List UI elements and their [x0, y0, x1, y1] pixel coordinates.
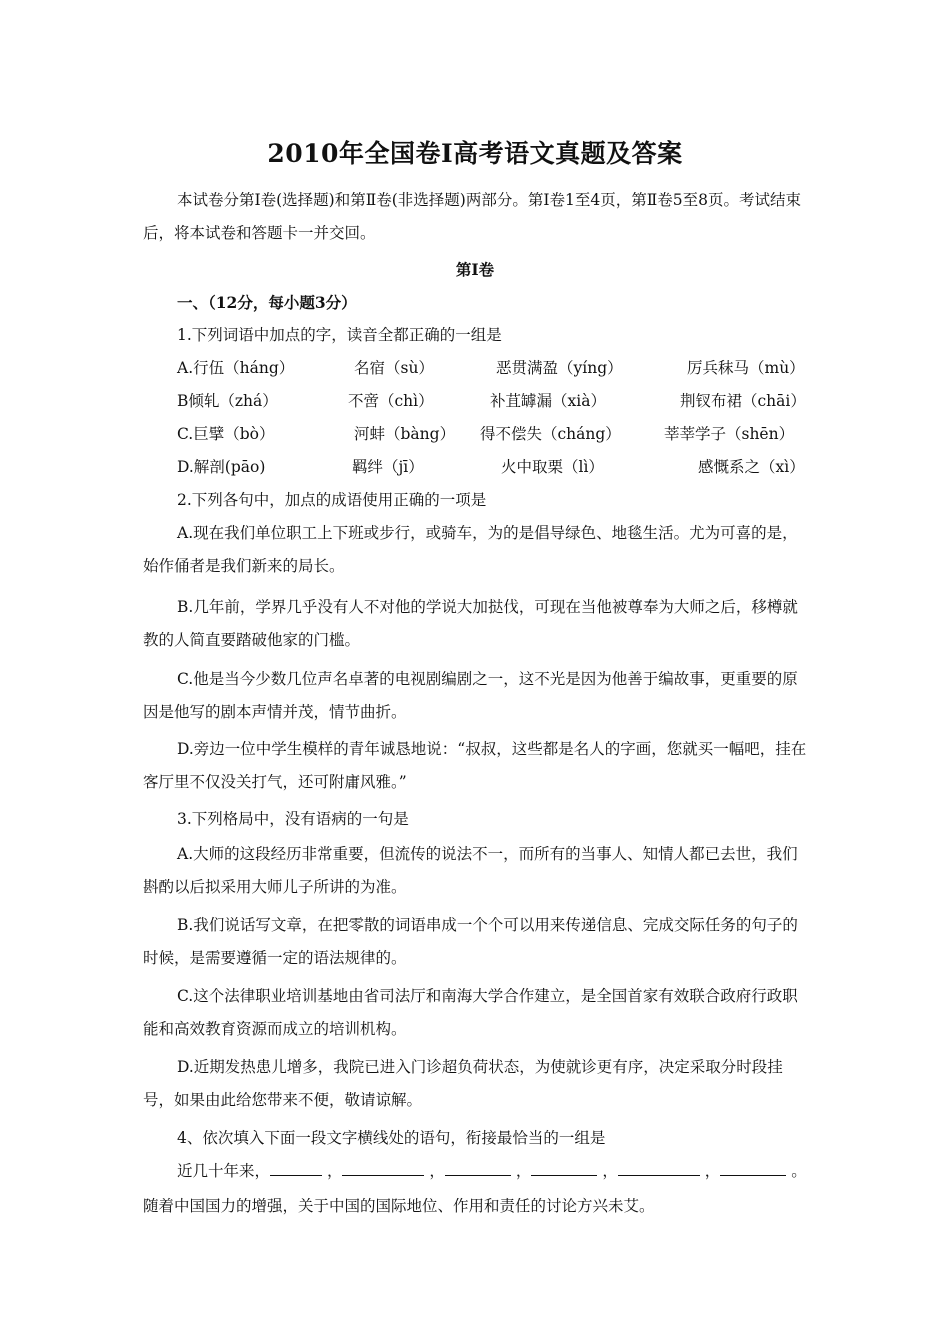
separator: ， — [515, 1162, 532, 1180]
option-cell: 不啻（chì） — [348, 392, 434, 410]
q2-stem: 2.下列各句中，加点的成语使用正确的一项是 — [177, 491, 487, 509]
option-cell: 得不偿失（cháng） — [480, 425, 621, 443]
option-cell: 感慨系之（xì） — [698, 458, 805, 476]
answer-blank[interactable] — [531, 1159, 597, 1176]
page-title: 2010年全国卷Ⅰ高考语文真题及答案 — [267, 139, 683, 168]
option-cell: 羁绊（jī） — [352, 458, 424, 476]
q4-lead-text: 近几十年来， — [177, 1162, 271, 1180]
q3-option-a: A.大师的这段经历非常重要，但流传的说法不一，而所有的当事人、知情人都已去世，我们斟酌以后拟采用大师儿子所讲的为准。 — [143, 845, 798, 896]
answer-blank[interactable] — [618, 1159, 700, 1176]
q3-option-d: D.近期发热患儿增多，我院已进入门诊超负荷状态，为使就诊更有序，决定采取分时段挂号，如果由此给您带来不便，敬请谅解。 — [143, 1058, 783, 1109]
q2-option-c: C.他是当今少数几位声名卓著的电视剧编剧之一，这不光是因为他善于编故事，更重要的原因是他写的剧本声情并茂，情节曲折。 — [143, 670, 798, 721]
sentence-end: 。 — [791, 1162, 807, 1180]
option-cell: 恶贯满盈（yíng） — [496, 359, 623, 377]
q1-stem: 1.下列词语中加点的字，读音全都正确的一组是 — [177, 326, 502, 344]
option-cell: 厉兵秣马（mù） — [687, 359, 805, 377]
separator: ， — [704, 1162, 721, 1180]
separator: ， — [429, 1162, 445, 1180]
option-cell: A.行伍（háng） — [177, 359, 295, 377]
q2-option-d: D.旁边一位中学生模样的青年诚恳地说：“叔叔，这些都是名人的字画，您就买一幅吧，挂在客厅里不仅没关打气，还可附庸风雅。” — [143, 740, 807, 791]
section-heading: 一、（12分，每小题3分） — [177, 293, 357, 312]
option-cell: 荆钗布裙（chāi） — [680, 392, 806, 410]
q4-fill-in-line — [143, 1155, 808, 1188]
option-cell: B倾轧（zhá） — [177, 392, 278, 410]
answer-blank[interactable] — [342, 1159, 424, 1176]
q3-option-c: C.这个法律职业培训基地由省司法厅和南海大学合作建立，是全国首家有效联合政府行政职能和高效教育资源而成立的培训机构。 — [143, 987, 798, 1038]
separator: ， — [602, 1162, 618, 1180]
q2-option-b: B.几年前，学界几乎没有人不对他的学说大加挞伐，可现在当他被尊奉为大师之后，移樽就教的人简直要踏破他家的门槛。 — [143, 598, 798, 649]
option-cell: 名宿（sù） — [354, 359, 434, 377]
option-cell: 补苴罅漏（xià） — [490, 392, 606, 410]
separator: ， — [326, 1162, 343, 1180]
q4-tail-text: 随着中国国力的增强，关于中国的国际地位、作用和责任的讨论方兴未艾。 — [143, 1197, 655, 1215]
q4-stem: 4、依次填入下面一段文字横线处的语句，衔接最恰当的一组是 — [177, 1129, 606, 1147]
option-cell: 莘莘学子（shēn） — [664, 425, 795, 443]
option-cell: C.巨擘（bò） — [177, 425, 275, 443]
intro-paragraph: 本试卷分第Ⅰ卷(选择题)和第Ⅱ卷(非选择题)两部分。第Ⅰ卷1至4页，第Ⅱ卷5至8页。考试结束后，将本试卷和答题卡一并交回。 — [143, 191, 801, 242]
volume-heading: 第Ⅰ卷 — [455, 260, 495, 279]
option-cell: D.解剖(pāo) — [177, 458, 266, 476]
option-cell: 河蚌（bàng） — [354, 425, 456, 443]
answer-blank[interactable] — [445, 1159, 511, 1176]
q2-option-a: A.现在我们单位职工上下班或步行，或骑车，为的是倡导绿色、地毯生活。尤为可喜的是，始作俑者是我们新来的局长。 — [143, 524, 798, 575]
q3-stem: 3.下列格局中，没有语病的一句是 — [177, 810, 409, 828]
option-cell: 火中取栗（lì） — [501, 458, 604, 476]
answer-blank[interactable] — [270, 1159, 322, 1176]
q3-option-b: B.我们说话写文章，在把零散的词语串成一个个可以用来传递信息、完成交际任务的句子的时候，是需要遵循一定的语法规律的。 — [143, 916, 798, 967]
answer-blank[interactable] — [720, 1159, 786, 1176]
